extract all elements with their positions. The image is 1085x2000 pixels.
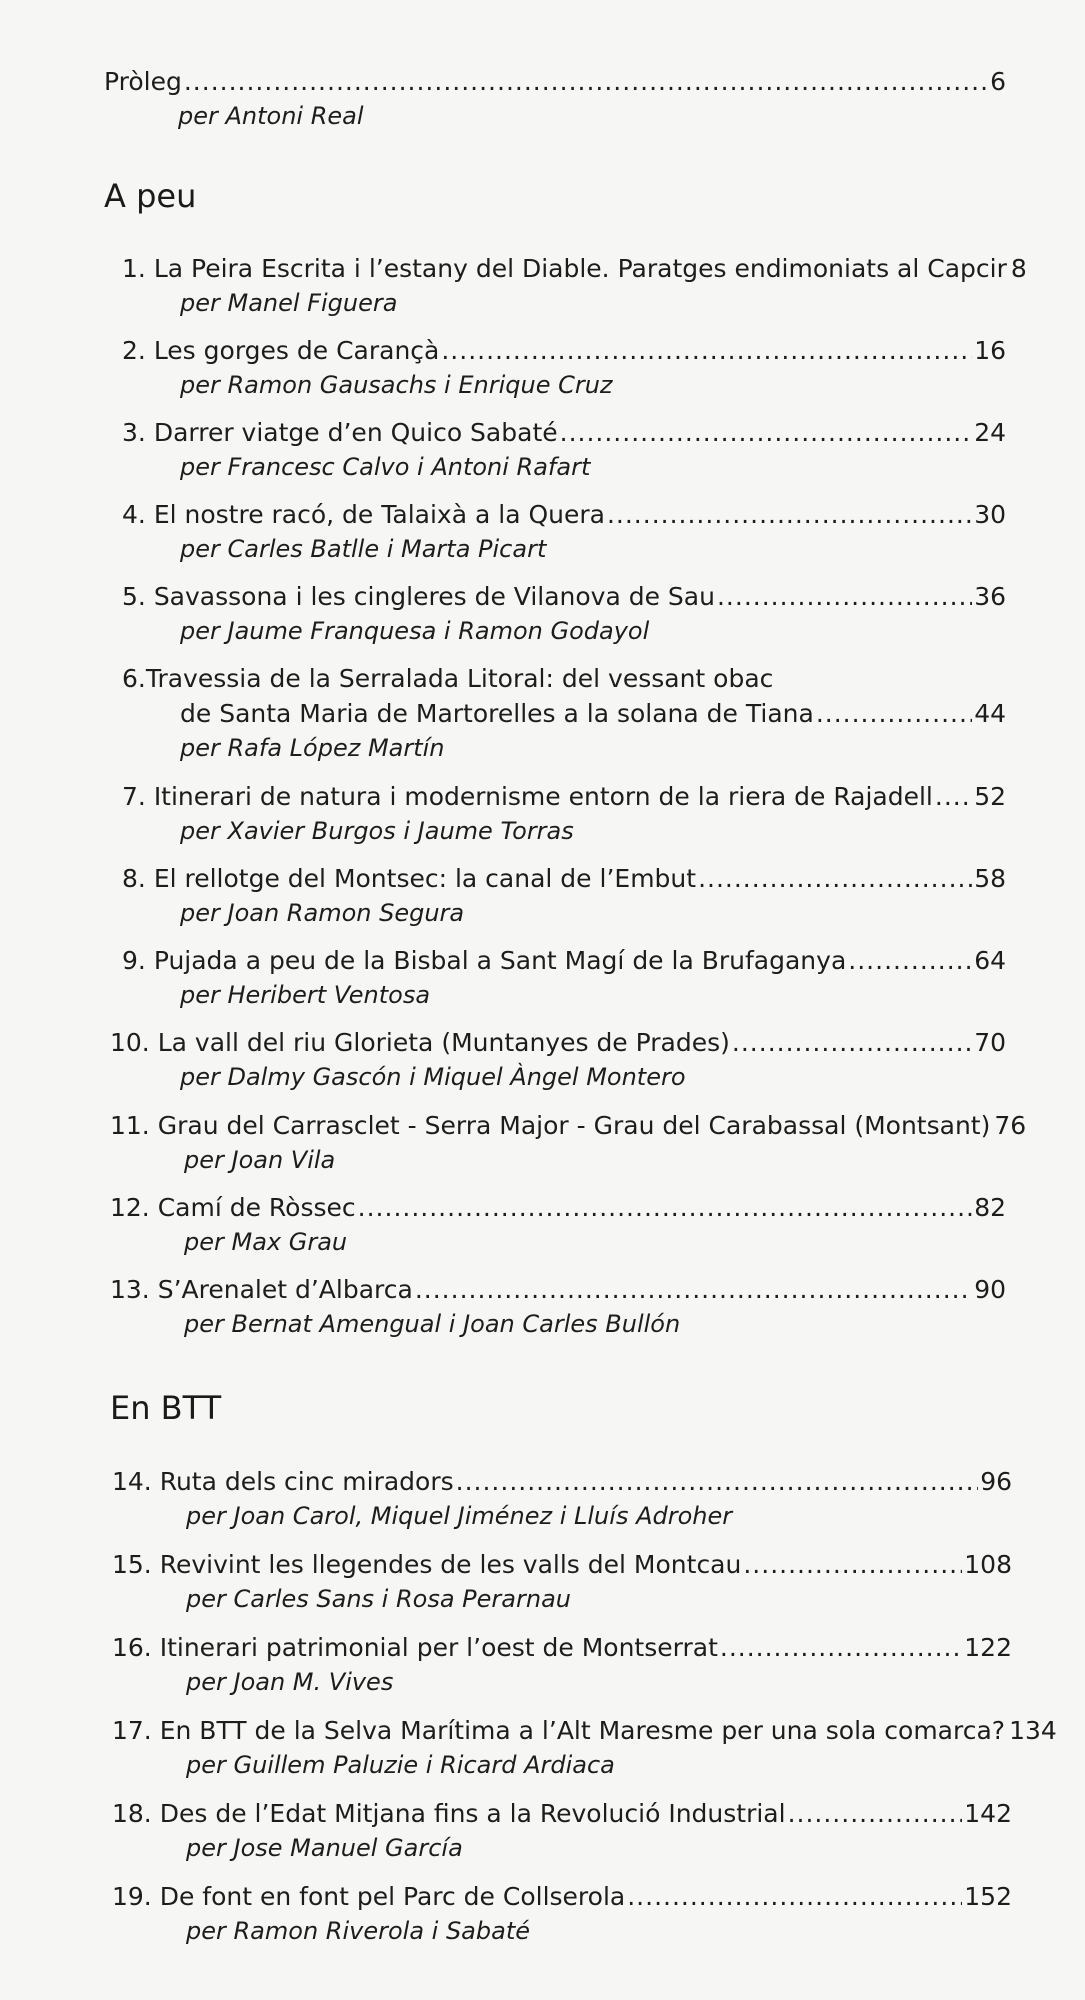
entry-author: per Guillem Paluzie i Ricard Ardiaca xyxy=(186,1751,615,1779)
dot-leader xyxy=(816,698,972,730)
entry-number: 7. xyxy=(122,782,146,811)
entry-number: 15. xyxy=(112,1550,152,1579)
entry-page-number: 108 xyxy=(964,1550,1012,1579)
entry-title: Savassona i les cingleres de Vilanova de Sau xyxy=(153,582,715,611)
toc-entry-19[interactable] xyxy=(112,1881,1012,1946)
dot-leader xyxy=(935,781,972,813)
entry-title-line xyxy=(110,1027,1006,1059)
toc-entry-12[interactable] xyxy=(110,1192,1006,1257)
entry-author: per Joan Vila xyxy=(184,1146,336,1174)
entry-author: per Ramon Gausachs i Enrique Cruz xyxy=(180,371,613,399)
toc-entry-8[interactable] xyxy=(122,863,1006,928)
toc-entry-3[interactable] xyxy=(122,417,1006,482)
entry-title-line xyxy=(112,1632,1012,1664)
entry-author: per Rafa López Martín xyxy=(180,734,445,762)
entry-author: per Bernat Amengual i Joan Carles Bullón xyxy=(184,1310,681,1338)
entry-number: 6. xyxy=(122,664,146,693)
entry-title-line xyxy=(104,66,1006,98)
entry-page-number: 44 xyxy=(974,699,1006,728)
entry-title-line xyxy=(122,945,1006,977)
entry-author: per Jaume Franquesa i Ramon Godayol xyxy=(180,617,650,645)
entry-author: per Ramon Riverola i Sabaté xyxy=(186,1917,531,1945)
entry-number: 5. xyxy=(122,582,146,611)
entry-number: 12. xyxy=(110,1193,150,1222)
entry-page-number: 70 xyxy=(974,1028,1006,1057)
entry-title-line xyxy=(122,863,1006,895)
entry-title: El nostre racó, de Talaixà a la Quera xyxy=(153,500,605,529)
entry-title: El rellotge del Montsec: la canal de l’Embut xyxy=(153,864,697,893)
entry-author: per Joan Ramon Segura xyxy=(180,899,465,927)
dot-leader xyxy=(788,1798,963,1830)
dot-leader xyxy=(441,335,972,367)
entry-number: 16. xyxy=(112,1633,152,1662)
entry-author: per Antoni Real xyxy=(178,102,364,130)
entry-author: per Xavier Burgos i Jaume Torras xyxy=(180,817,574,845)
toc-entry-14[interactable] xyxy=(112,1466,1012,1531)
entry-page-number: 64 xyxy=(974,946,1006,975)
entry-title: Des de l’Edat Mitjana fins a la Revolució Industrial xyxy=(159,1799,786,1828)
toc-entry-16[interactable] xyxy=(112,1632,1012,1697)
toc-entry-13[interactable] xyxy=(110,1274,1006,1339)
dot-leader xyxy=(743,1549,962,1581)
entry-title: Pròleg xyxy=(104,67,182,96)
toc-entry-15[interactable] xyxy=(112,1549,1012,1614)
entry-title-line xyxy=(110,1274,1006,1306)
entry-title-line xyxy=(122,253,1027,285)
entry-number: 17. xyxy=(112,1716,152,1745)
entry-title-line-2 xyxy=(180,698,1006,730)
dot-leader xyxy=(415,1274,972,1306)
entry-author: per Jose Manuel García xyxy=(186,1834,463,1862)
dot-leader xyxy=(627,1881,962,1913)
entry-author: per Dalmy Gascón i Miquel Àngel Montero xyxy=(180,1063,686,1091)
entry-page-number: 152 xyxy=(964,1882,1012,1911)
entry-page-number: 8 xyxy=(1010,254,1027,283)
entry-author: per Manel Figuera xyxy=(180,289,398,317)
entry-title-line xyxy=(110,1192,1006,1224)
entry-title-line xyxy=(112,1798,1012,1830)
entry-number: 1. xyxy=(122,254,146,283)
entry-title: de Santa Maria de Martorelles a la solana de Tiana xyxy=(180,699,814,728)
entry-author: per Carles Sans i Rosa Perarnau xyxy=(186,1585,571,1613)
entry-page-number: 82 xyxy=(974,1193,1006,1222)
entry-author: per Francesc Calvo i Antoni Rafart xyxy=(180,453,591,481)
entry-page-number: 6 xyxy=(990,67,1006,96)
entry-title: La Peira Escrita i l’estany del Diable. Paratges endimoniats al Capcir xyxy=(153,254,1007,283)
entry-author: per Max Grau xyxy=(184,1228,348,1256)
entry-title: Revivint les llegendes de les valls del Montcau xyxy=(159,1550,742,1579)
toc-entry-7[interactable] xyxy=(122,781,1006,846)
dot-leader xyxy=(720,1632,962,1664)
entry-number: 4. xyxy=(122,500,146,529)
entry-title: De font en font pel Parc de Collserola xyxy=(159,1882,626,1911)
toc-entry-9[interactable] xyxy=(122,945,1006,1010)
entry-page-number: 96 xyxy=(980,1467,1012,1496)
entry-title-line xyxy=(122,417,1006,449)
dot-leader xyxy=(358,1192,973,1224)
entry-page-number: 142 xyxy=(964,1799,1012,1828)
entry-author: per Joan Carol, Miquel Jiménez i Lluís Adroher xyxy=(186,1502,733,1530)
entry-number: 19. xyxy=(112,1882,152,1911)
entry-number: 8. xyxy=(122,864,146,893)
toc-entry-6[interactable] xyxy=(122,663,1006,763)
entry-author: per Carles Batlle i Marta Picart xyxy=(180,535,547,563)
entry-page-number: 58 xyxy=(974,864,1006,893)
section-heading-a-peu: A peu xyxy=(104,177,197,215)
entry-number: 11. xyxy=(110,1111,150,1140)
entry-number: 3. xyxy=(122,418,146,447)
toc-entry-17[interactable] xyxy=(112,1715,1057,1780)
entry-title-line xyxy=(122,335,1006,367)
dot-leader xyxy=(456,1466,979,1498)
toc-entry-2[interactable] xyxy=(122,335,1006,400)
dot-leader xyxy=(732,1027,972,1059)
entry-page-number: 36 xyxy=(974,582,1006,611)
dot-leader xyxy=(184,66,988,98)
entry-page-number: 24 xyxy=(974,418,1006,447)
dot-leader xyxy=(607,499,972,531)
entry-title-line xyxy=(112,1549,1012,1581)
dot-leader xyxy=(698,863,972,895)
entry-title-line xyxy=(112,1715,1057,1747)
entry-page-number: 76 xyxy=(994,1111,1027,1140)
entry-number: 2. xyxy=(122,336,146,365)
entry-title: S’Arenalet d’Albarca xyxy=(157,1275,413,1304)
entry-page-number: 16 xyxy=(974,336,1006,365)
entry-title-line xyxy=(112,1881,1012,1913)
entry-title: Ruta dels cinc miradors xyxy=(159,1467,454,1496)
entry-title-line xyxy=(122,581,1006,613)
entry-title: Darrer viatge d’en Quico Sabaté xyxy=(153,418,558,447)
entry-title: Grau del Carrasclet - Serra Major - Grau del Carabassal (Montsant) xyxy=(157,1111,991,1140)
entry-number: 10. xyxy=(110,1028,150,1057)
toc-entry-1[interactable] xyxy=(122,253,1027,318)
entry-number: 13. xyxy=(110,1275,150,1304)
entry-page-number: 90 xyxy=(974,1275,1006,1304)
entry-title-part-1: Travessia de la Serralada Litoral: del vessant obac xyxy=(145,664,774,693)
entry-title: Pujada a peu de la Bisbal a Sant Magí de la Brufaganya xyxy=(153,946,847,975)
entry-page-number: 30 xyxy=(974,500,1006,529)
dot-leader xyxy=(560,417,973,449)
entry-title: Itinerari de natura i modernisme entorn de la riera de Rajadell xyxy=(153,782,933,811)
toc-entry-11[interactable] xyxy=(110,1110,1027,1175)
entry-title-line xyxy=(112,1466,1012,1498)
entry-title-line-1 xyxy=(122,663,1006,695)
entry-number: 14. xyxy=(112,1467,152,1496)
toc-entry-10[interactable] xyxy=(110,1027,1006,1092)
toc-entry-5[interactable] xyxy=(122,581,1006,646)
entry-title-line xyxy=(122,499,1006,531)
toc-entry-18[interactable] xyxy=(112,1798,1012,1863)
entry-title-line xyxy=(122,781,1006,813)
entry-author: per Heribert Ventosa xyxy=(180,981,431,1009)
entry-page-number: 122 xyxy=(964,1633,1012,1662)
entry-title: La vall del riu Glorieta (Muntanyes de Prades) xyxy=(157,1028,730,1057)
entry-title: En BTT de la Selva Marítima a l’Alt Maresme per una sola comarca? xyxy=(159,1716,1006,1745)
entry-title: Itinerari patrimonial per l’oest de Montserrat xyxy=(159,1633,718,1662)
entry-title: Camí de Ròssec xyxy=(157,1193,356,1222)
entry-number: 9. xyxy=(122,946,146,975)
dot-leader xyxy=(848,945,972,977)
entry-title-line xyxy=(110,1110,1027,1142)
dot-leader xyxy=(717,581,972,613)
entry-title: Les gorges de Carançà xyxy=(153,336,440,365)
entry-page-number: 134 xyxy=(1009,1716,1057,1745)
toc-entry-4[interactable] xyxy=(122,499,1006,564)
entry-author: per Joan M. Vives xyxy=(186,1668,394,1696)
entry-number: 18. xyxy=(112,1799,152,1828)
entry-page-number: 52 xyxy=(974,782,1006,811)
toc-entry-prologue[interactable] xyxy=(104,66,1006,131)
section-heading-en-btt: En BTT xyxy=(110,1389,222,1427)
